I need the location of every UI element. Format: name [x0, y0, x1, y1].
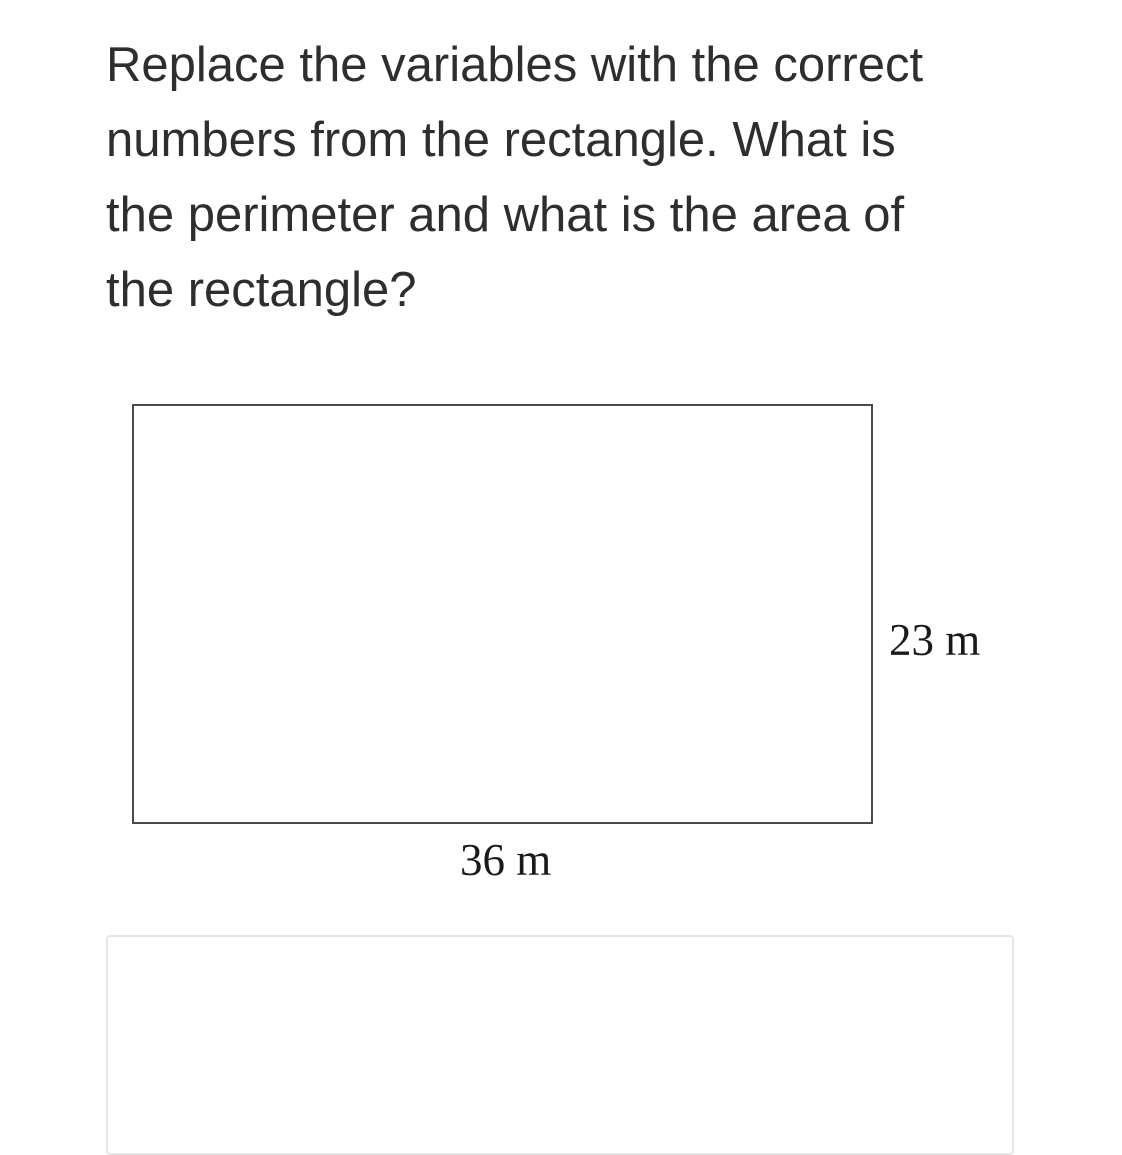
question-line-3: the perimeter and what is the area of: [106, 188, 905, 242]
rectangle-height-label: 23 m: [889, 615, 981, 665]
answer-input[interactable]: [106, 935, 1014, 1155]
question-line-1: Replace the variables with the correct: [106, 38, 924, 92]
rectangle-width-label: 36 m: [460, 835, 552, 885]
question-line-4: the rectangle?: [106, 263, 417, 317]
question-line-2: numbers from the rectangle. What is: [106, 113, 896, 167]
question-text: [106, 28, 1046, 328]
rectangle-shape: [132, 404, 873, 824]
